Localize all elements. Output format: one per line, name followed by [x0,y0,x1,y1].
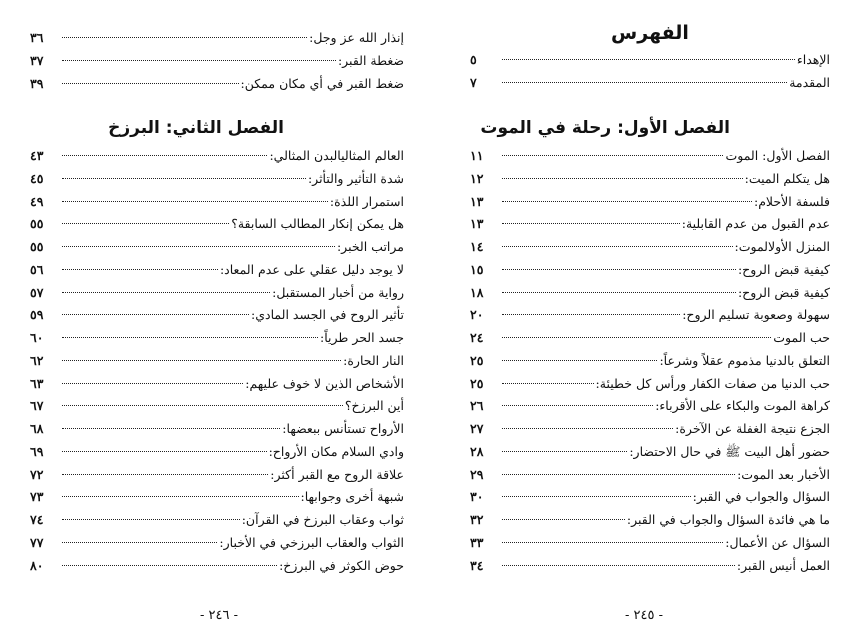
dot-leader [62,565,277,566]
toc-entry-title: المنزل الأولالموت: [734,239,830,254]
toc-entry-title: كيفية قبض الروح: [737,261,830,277]
toc-entry-title: جسد الحر طرياً: [320,330,404,345]
toc-entry-title: حب الدنيا من صفات الكفار ورأس كل خطيئة: [595,375,830,391]
toc-entry [30,327,404,350]
dot-leader [502,428,673,429]
toc-entry [470,464,830,487]
dot-leader [62,496,299,497]
toc-entry-page: ١٢ [470,170,484,186]
toc-entry-title: حوض الكوثر في البرزخ: [279,557,404,573]
toc-entry [30,532,404,555]
dot-leader [502,155,723,156]
right-page [470,0,830,640]
toc-entry-title: وادي السلام مكان الأرواح: [268,443,404,459]
dot-leader [62,542,217,543]
toc-entry-page: ١١ [470,148,484,163]
toc-entry-title: الإهداء [796,52,830,67]
toc-entry-page: ٢٤ [470,330,484,345]
toc-entry-title: سهولة وصعوبة تسليم الروح: [682,307,830,323]
toc-entry-title: كيفية قبض الروح: [737,284,830,300]
dot-leader [502,383,594,384]
toc-entry-title: الأرواح تستأنس ببعضها: [282,421,404,436]
dot-leader [62,178,306,179]
toc-entry [30,304,404,327]
toc-entry-title: الأشخاص الذين لا خوف عليهم: [245,375,404,391]
toc-entry [470,282,830,305]
toc-entry [30,350,404,373]
toc-entry-page: ٦٣ [30,375,44,391]
dot-leader [502,292,736,293]
toc-entry [30,50,404,73]
toc-entry [470,418,830,441]
toc-entry-page: ٢٨ [470,443,484,459]
dot-leader [62,405,343,406]
dot-leader [62,155,267,156]
dot-leader [62,383,243,384]
toc-entry-page: ٦٧ [30,398,44,414]
toc-entry [470,373,830,396]
right-top-entries [470,49,830,95]
index-title: الفهرس [611,22,689,44]
dot-leader [62,60,336,61]
toc-entry-page: ١٣ [470,216,484,232]
toc-entry-page: ٣٠ [470,489,484,505]
toc-entry-title: كراهة الموت والبكاء على الأقرباء: [655,398,830,414]
toc-entry-page: ١٨ [470,284,484,300]
toc-entry [30,213,404,236]
dot-leader [502,519,625,520]
toc-entry-title: المقدمة [789,74,830,90]
toc-entry [30,73,404,96]
toc-entry [30,236,404,259]
toc-entry-title: النار الحارة: [343,352,404,368]
toc-entry [30,555,404,578]
toc-entry [30,27,404,50]
toc-entry-title: ضغط القبر في أي مكان ممكن: [240,75,404,91]
toc-entry-title: الثواب والعقاب البرزخي في الأخبار: [219,534,404,550]
toc-entry-page: ٣٧ [30,52,44,68]
toc-entry [30,259,404,282]
toc-entry-page: ٥ [470,52,477,67]
toc-entry-title: تأثير الروح في الجسد المادي: [251,307,404,323]
toc-entry-page: ٢٠ [470,307,484,323]
chapter-one-title: الفصل الأول: رحلة في الموت [480,118,730,138]
toc-entry [30,168,404,191]
dot-leader [62,201,328,202]
dot-leader [502,542,723,543]
left-page [30,0,404,640]
toc-entry-page: ٢٦ [470,398,484,414]
toc-entry [30,486,404,509]
toc-entry-page: ٦٩ [30,443,44,459]
dot-leader [62,223,229,224]
toc-entry-page: ٢٥ [470,375,484,391]
dot-leader [502,496,691,497]
page-number-right: - ٢٤٥ - [625,608,664,623]
toc-entry-title: شبهة أخرى وجوابها: [300,489,404,505]
toc-entry-title: العمل أنيس القبر: [736,557,830,573]
toc-entry-page: ٨٠ [30,557,44,573]
toc-entry [470,395,830,418]
toc-entry [470,350,830,373]
toc-entry-page: ٣٤ [470,557,484,573]
toc-entry-title: علاقة الروح مع القبر أكثر: [270,466,404,482]
dot-leader [62,519,240,520]
toc-entry-page: ٦٨ [30,421,44,436]
toc-entry [470,509,830,532]
toc-entry-page: ١٤ [470,239,484,254]
toc-entry [30,373,404,396]
toc-entry [30,395,404,418]
chapter-two-title: الفصل الثاني: البرزخ [108,118,284,138]
toc-entry-page: ٧ [470,74,477,90]
toc-entry [470,486,830,509]
toc-entry-title: السؤال والجواب في القبر: [692,489,830,505]
dot-leader [62,428,280,429]
toc-entry-page: ٣٦ [30,30,44,45]
dot-leader [502,223,680,224]
toc-entry-page: ٥٦ [30,261,44,277]
toc-entry [470,213,830,236]
toc-entry-page: ٦٠ [30,330,44,345]
toc-entry [470,441,830,464]
toc-entry-page: ٧٢ [30,466,44,482]
toc-entry-title: رواية من أخبار المستقبل: [272,284,404,300]
dot-leader [502,82,787,83]
toc-entry-title: السؤال عن الأعمال: [725,534,830,550]
toc-entry [470,49,830,72]
toc-entry-page: ١٣ [470,193,484,209]
toc-entry [30,282,404,305]
toc-entry-title: هل يمكن إنكار المطالب السابقة؟ [231,216,404,232]
dot-leader [502,269,736,270]
toc-entry-page: ٥٧ [30,284,44,300]
dot-leader [502,337,771,338]
dot-leader [62,246,335,247]
dot-leader [502,59,795,60]
toc-entry [30,418,404,441]
dot-leader [62,360,341,361]
toc-entry-title: عدم القبول من عدم القابلية: [681,216,830,232]
toc-entry-title: إنذار الله عز وجل: [309,30,404,45]
dot-leader [502,565,735,566]
dot-leader [502,474,735,475]
toc-entry-page: ٣٩ [30,75,44,91]
toc-entry-title: استمرار اللذة: [329,193,404,209]
toc-entry [470,191,830,214]
toc-entry [470,532,830,555]
toc-entry-title: حضور أهل البيت ﷺ في حال الاحتضار: [629,443,830,459]
dot-leader [502,405,653,406]
toc-entry-title: لا يوجد دليل عقلي على عدم المعاد: [219,261,404,277]
toc-entry-page: ٦٢ [30,352,44,368]
toc-entry-page: ٧٧ [30,534,44,550]
dot-leader [62,269,218,270]
dot-leader [62,451,267,452]
toc-entry [470,259,830,282]
toc-entry-page: ٥٥ [30,216,44,232]
dot-leader [62,292,270,293]
toc-entry-title: ثواب وعقاب البرزخ في القرآن: [241,512,404,527]
toc-entry-title: التعلق بالدنيا مذموم عقلاً وشرعاً: [659,352,830,368]
toc-entry-title: شدة التأثير والتأثر: [307,170,404,186]
toc-entry-title: أين البرزخ؟ [344,398,404,414]
left-toc-list [30,145,404,577]
toc-entry-title: حب الموت [773,330,830,345]
toc-entry-page: ٤٣ [30,148,44,163]
toc-entry-page: ٧٤ [30,512,44,527]
toc-entry [470,72,830,95]
dot-leader [502,360,657,361]
dot-leader [62,474,268,475]
toc-entry-page: ٥٥ [30,239,44,254]
dot-leader [502,201,752,202]
toc-entry-title: العالم المثاليالبدن المثالي: [269,148,404,163]
toc-entry [470,145,830,168]
dot-leader [502,314,680,315]
toc-entry-page: ٣٣ [470,534,484,550]
toc-entry-page: ٣٢ [470,512,484,527]
dot-leader [62,314,249,315]
toc-entry [470,304,830,327]
left-top-entries [30,27,404,95]
toc-entry [30,464,404,487]
toc-entry-title: الجزع نتيجة الغفلة عن الآخرة: [675,421,830,436]
dot-leader [502,451,627,452]
dot-leader [62,83,239,84]
toc-entry-title: فلسفة الأحلام: [753,193,830,209]
toc-entry-page: ٢٥ [470,352,484,368]
toc-entry-page: ٥٩ [30,307,44,323]
dot-leader [502,178,743,179]
dot-leader [62,37,307,38]
toc-entry [30,509,404,532]
toc-entry-page: ٢٩ [470,466,484,482]
toc-entry-page: ٧٣ [30,489,44,505]
toc-entry [30,441,404,464]
toc-entry-title: مراتب الخبر: [336,239,404,254]
dot-leader [502,246,733,247]
toc-entry-title: ضغطة القبر: [337,52,404,68]
toc-entry-title: هل يتكلم الميت: [744,170,830,186]
right-toc-list [470,145,830,577]
toc-entry [470,236,830,259]
toc-entry-page: ٤٥ [30,170,44,186]
toc-entry [470,555,830,578]
toc-entry-title: الأخبار بعد الموت: [737,466,830,482]
toc-entry-page: ٢٧ [470,421,484,436]
toc-entry [30,191,404,214]
page-number-left: - ٢٤٦ - [200,608,239,623]
toc-entry [470,327,830,350]
toc-entry [470,168,830,191]
dot-leader [62,337,318,338]
toc-entry-title: الفصل الأول: الموت [725,148,830,163]
toc-entry [30,145,404,168]
toc-entry-page: ٤٩ [30,193,44,209]
toc-entry-page: ١٥ [470,261,484,277]
toc-entry-title: ما هي فائدة السؤال والجواب في القبر: [626,512,830,527]
